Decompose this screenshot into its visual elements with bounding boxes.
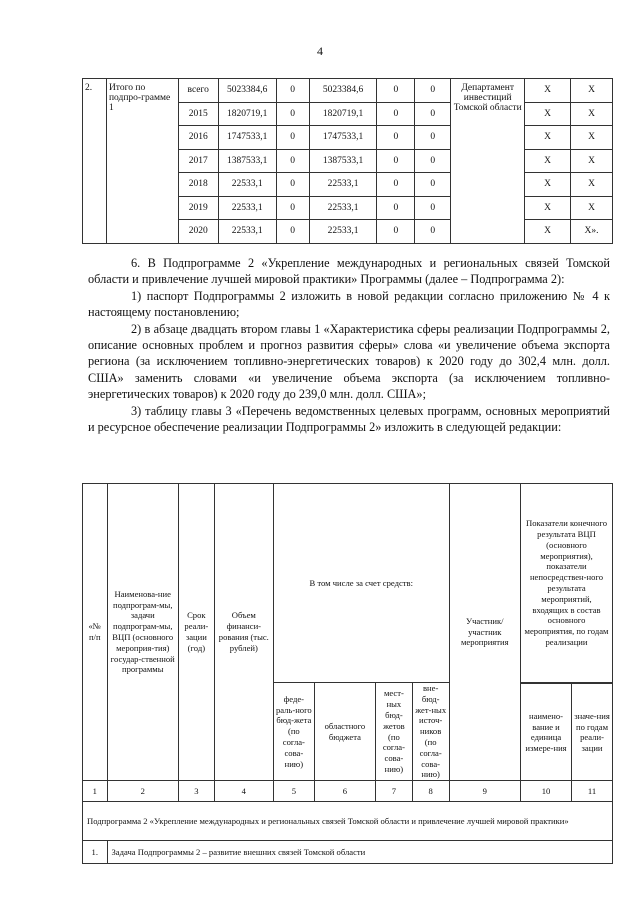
header-num: «№ п/п [83, 484, 108, 781]
summary-cell-total: 22533,1 [218, 196, 276, 220]
column-number-row [83, 781, 613, 802]
summary-cell-ind1: X [525, 79, 571, 103]
summary-cell-period: 2015 [178, 102, 218, 126]
summary-cell-fed: 0 [276, 173, 309, 197]
column-number: 2 [107, 781, 178, 802]
summary-cell-total: 1747533,1 [218, 126, 276, 150]
header-participant: Участник/ участник мероприятия [449, 484, 520, 781]
summary-cell-reg: 1820719,1 [309, 102, 377, 126]
column-number: 3 [178, 781, 214, 802]
column-number: 9 [449, 781, 520, 802]
summary-name: Итого по подпро-грамме 1 [106, 79, 178, 244]
summary-cell-loc: 0 [377, 102, 415, 126]
summary-cell-total: 1387533,1 [218, 149, 276, 173]
summary-cell-reg: 22533,1 [309, 173, 377, 197]
summary-cell-ext: 0 [415, 173, 451, 197]
subprogram-row: Подпрограмма 2 «Укрепление международных и региональных связей Томской области и привлечение лучшей мировой практики» [83, 802, 613, 841]
summary-cell-ext: 0 [415, 79, 451, 103]
summary-cell-ind2: X [571, 126, 613, 150]
summary-cell-ext: 0 [415, 126, 451, 150]
summary-cell-loc: 0 [377, 126, 415, 150]
column-number: 11 [572, 781, 613, 802]
summary-cell-total: 5023384,6 [218, 79, 276, 103]
paragraph-item-2: 2) в абзаце двадцать втором главы 1 «Характеристика сферы реализации Подпрограммы 2, описание основных проблем и прогноз развития сферы» слова «и увеличение объема экспорта региона (за исключением топливно-энергетических товаров) к 2020 году до 302,4 млн. долл. США» заменить словами «и увеличение объема экспорта (за исключением топливно-энергетических товаров) к 2020 году до 239,0 млн. долл. США»; [88, 321, 610, 402]
summary-cell-ind2: X [571, 79, 613, 103]
summary-cell-period: 2019 [178, 196, 218, 220]
summary-cell-loc: 0 [377, 79, 415, 103]
summary-cell-reg: 22533,1 [309, 220, 377, 244]
column-number: 1 [83, 781, 108, 802]
summary-cell-fed: 0 [276, 126, 309, 150]
summary-cell-fed: 0 [276, 196, 309, 220]
header-fed: феде-раль-ного бюд-жета (по согла-сова-нию) [273, 683, 314, 781]
summary-cell-ind2: X». [571, 220, 613, 244]
summary-cell-ind2: X [571, 173, 613, 197]
column-number: 4 [214, 781, 273, 802]
summary-cell-reg: 5023384,6 [309, 79, 377, 103]
summary-cell-loc: 0 [377, 220, 415, 244]
summary-cell-ind1: X [525, 196, 571, 220]
header-ext: вне-бюд-жет-ных источ-ников (по согла-сова-нию) [412, 683, 449, 781]
summary-cell-loc: 0 [377, 196, 415, 220]
column-number: 6 [314, 781, 375, 802]
header-volume: Объем финанси-рования (тыс. рублей) [214, 484, 273, 781]
summary-cell-period: всего [178, 79, 218, 103]
summary-cell-fed: 0 [276, 220, 309, 244]
paragraph-intro: 6. В Подпрограмме 2 «Укрепление международных и региональных связей Томской области и привлечение лучшей мировой практики» Программы (далее – Подпрограмма 2): [88, 256, 610, 287]
summary-row [83, 79, 613, 103]
header-incl: В том числе за счет средств: [273, 484, 449, 683]
summary-cell-total: 22533,1 [218, 220, 276, 244]
summary-cell-ind2: X [571, 196, 613, 220]
summary-cell-loc: 0 [377, 173, 415, 197]
summary-cell-ext: 0 [415, 220, 451, 244]
summary-cell-ind2: X [571, 102, 613, 126]
summary-cell-fed: 0 [276, 79, 309, 103]
task-num: 1. [83, 841, 108, 864]
column-number: 10 [521, 781, 572, 802]
summary-cell-period: 2018 [178, 173, 218, 197]
summary-cell-ind1: X [525, 126, 571, 150]
summary-table [82, 78, 613, 244]
summary-cell-loc: 0 [377, 149, 415, 173]
header-reg: областного бюджета [314, 683, 375, 781]
summary-cell-ind1: X [525, 102, 571, 126]
header-ind-name: наимено-вание и единица измере-ния [521, 684, 572, 781]
column-number: 7 [376, 781, 413, 802]
paragraph-item-3: 3) таблицу главы 3 «Перечень ведомственных целевых программ, основных мероприятий и ресурсное обеспечение реализации Подпрограммы 2» изложить в следующей редакции: [88, 403, 610, 435]
summary-cell-ind1: X [525, 149, 571, 173]
summary-cell-period: 2017 [178, 149, 218, 173]
paragraph-item-1: 1) паспорт Подпрограммы 2 изложить в новой редакции согласно приложению № 4 к настоящему постановлению; [88, 288, 610, 320]
summary-cell-period: 2020 [178, 220, 218, 244]
summary-department: Департамент инвестиций Томской области [451, 79, 525, 244]
summary-cell-total: 1820719,1 [218, 102, 276, 126]
summary-cell-ext: 0 [415, 102, 451, 126]
summary-cell-reg: 22533,1 [309, 196, 377, 220]
task-row: Задача Подпрограммы 2 – развитие внешних связей Томской области [107, 841, 613, 864]
summary-row-num: 2. [83, 79, 107, 244]
summary-cell-ext: 0 [415, 196, 451, 220]
header-name: Наименова-ние подпрограм-мы, задачи подпрограм-мы, ВЦП (основного мероприя-тия) государ-ственной программы [107, 484, 178, 781]
column-number: 8 [412, 781, 449, 802]
header-loc: мест-ных бюд-жетов (по согла-сова-нию) [376, 683, 413, 781]
summary-cell-period: 2016 [178, 126, 218, 150]
header-indicators: Показатели конечного результата ВЦП (основного мероприятия), показатели непосредствен-ного результата мероприятий, входящих в состав основного мероприятия, по годам реализации [521, 484, 613, 683]
summary-cell-total: 22533,1 [218, 173, 276, 197]
summary-cell-reg: 1387533,1 [309, 149, 377, 173]
column-number: 5 [273, 781, 314, 802]
header-term: Срок реали-зации (год) [178, 484, 214, 781]
summary-cell-ind2: X [571, 149, 613, 173]
summary-cell-ext: 0 [415, 149, 451, 173]
summary-cell-ind1: X [525, 173, 571, 197]
summary-cell-ind1: X [525, 220, 571, 244]
program-table [82, 483, 613, 864]
header-ind-values: значе-ния по годам реали-зации [572, 684, 613, 781]
summary-cell-fed: 0 [276, 102, 309, 126]
summary-cell-reg: 1747533,1 [309, 126, 377, 150]
summary-cell-fed: 0 [276, 149, 309, 173]
page-number: 4 [317, 44, 323, 58]
amendment-text [88, 255, 610, 435]
